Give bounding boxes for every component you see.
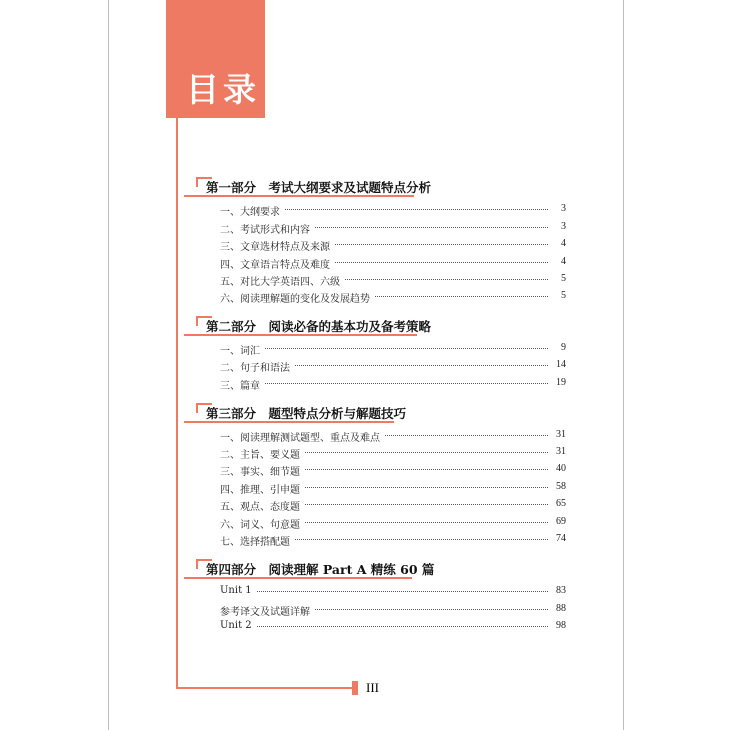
accent-bottom-rule [176,687,353,689]
toc-entry[interactable] [220,481,566,497]
toc-entry-title: 六、阅读理解题的变化及发展趋势 [220,290,374,305]
toc-entry-title: 四、推理、引申题 [220,481,304,496]
toc-entry-page: 14 [556,359,566,370]
toc-entry-title: 七、选择搭配题 [220,533,294,548]
toc-entry-title: 参考译文及试题详解 [220,603,314,618]
section-title: 第四部分 阅读理解 Part A 精练 60 篇 [206,562,435,577]
toc-entry-title: 三、文章选材特点及来源 [220,238,334,253]
toc-entry-page: 3 [561,203,566,214]
toc-entry[interactable] [220,359,566,375]
toc-entry-title: 二、考试形式和内容 [220,221,314,236]
toc-entry[interactable] [220,603,566,619]
toc-entry-title: 一、大纲要求 [220,203,284,218]
dot-leader [220,348,548,349]
toc-entry-page: 40 [556,463,566,474]
toc-entry-title: Unit 2 [220,620,256,631]
toc-entry[interactable] [220,446,566,462]
toc-entry[interactable] [220,203,566,219]
toc-entry-title: 四、文章语言特点及难度 [220,256,334,271]
toc-entry-title: Unit 1 [220,585,256,596]
toc-entry[interactable] [220,273,566,289]
section-title: 第二部分 阅读必备的基本功及备考策略 [206,319,432,334]
toc-entry-page: 88 [556,603,566,614]
heading-accent [196,403,198,413]
toc-entry-page: 98 [556,620,566,631]
toc-entry[interactable] [220,498,566,514]
toc-entry-page: 58 [556,481,566,492]
page-number-marker [352,681,358,695]
heading-accent [196,177,198,187]
accent-vertical-rule [176,118,178,687]
toc-entry[interactable] [220,620,566,636]
toc-entry-title: 二、主旨、要义题 [220,446,304,461]
toc-entry-page: 4 [561,256,566,267]
toc-entry[interactable] [220,342,566,358]
toc-entry-title: 一、词汇 [220,342,264,357]
page-title: 目录 [186,70,260,109]
toc-entry-page: 9 [561,342,566,353]
toc-entry-title: 一、阅读理解测试题型、重点及难点 [220,429,384,444]
toc-entry-page: 69 [556,516,566,527]
toc-entry[interactable] [220,290,566,306]
section-title: 第三部分 题型特点分析与解题技巧 [206,406,407,421]
toc-entry-page: 19 [556,377,566,388]
toc-entry-title: 六、词义、句意题 [220,516,304,531]
toc-entry-page: 31 [556,429,566,440]
dot-leader [220,626,548,627]
heading-accent [196,559,198,569]
toc-entry[interactable] [220,585,566,601]
toc-entry-page: 4 [561,238,566,249]
page-number: III [366,680,379,695]
toc-entry[interactable] [220,463,566,479]
toc-entry-page: 83 [556,585,566,596]
toc-entry-page: 31 [556,446,566,457]
toc-entry-title: 五、观点、态度题 [220,498,304,513]
toc-entry-title: 五、对比大学英语四、六级 [220,273,344,288]
toc-entry-title: 三、事实、细节题 [220,463,304,478]
toc-entry-title: 二、句子和语法 [220,359,294,374]
toc-entry[interactable] [220,221,566,237]
toc-entry[interactable] [220,533,566,549]
toc-entry[interactable] [220,516,566,532]
toc-entry-page: 3 [561,221,566,232]
toc-entry-page: 65 [556,498,566,509]
toc-entry-title: 三、篇章 [220,377,264,392]
toc-entry[interactable] [220,377,566,393]
section-title: 第一部分 考试大纲要求及试题特点分析 [206,180,432,195]
toc-entry[interactable] [220,238,566,254]
dot-leader [220,383,548,384]
toc-entry-page: 5 [561,290,566,301]
toc-entry[interactable] [220,256,566,272]
dot-leader [220,591,548,592]
toc-entry[interactable] [220,429,566,445]
toc-entry-page: 5 [561,273,566,284]
toc-entry-page: 74 [556,533,566,544]
heading-accent [196,316,198,326]
